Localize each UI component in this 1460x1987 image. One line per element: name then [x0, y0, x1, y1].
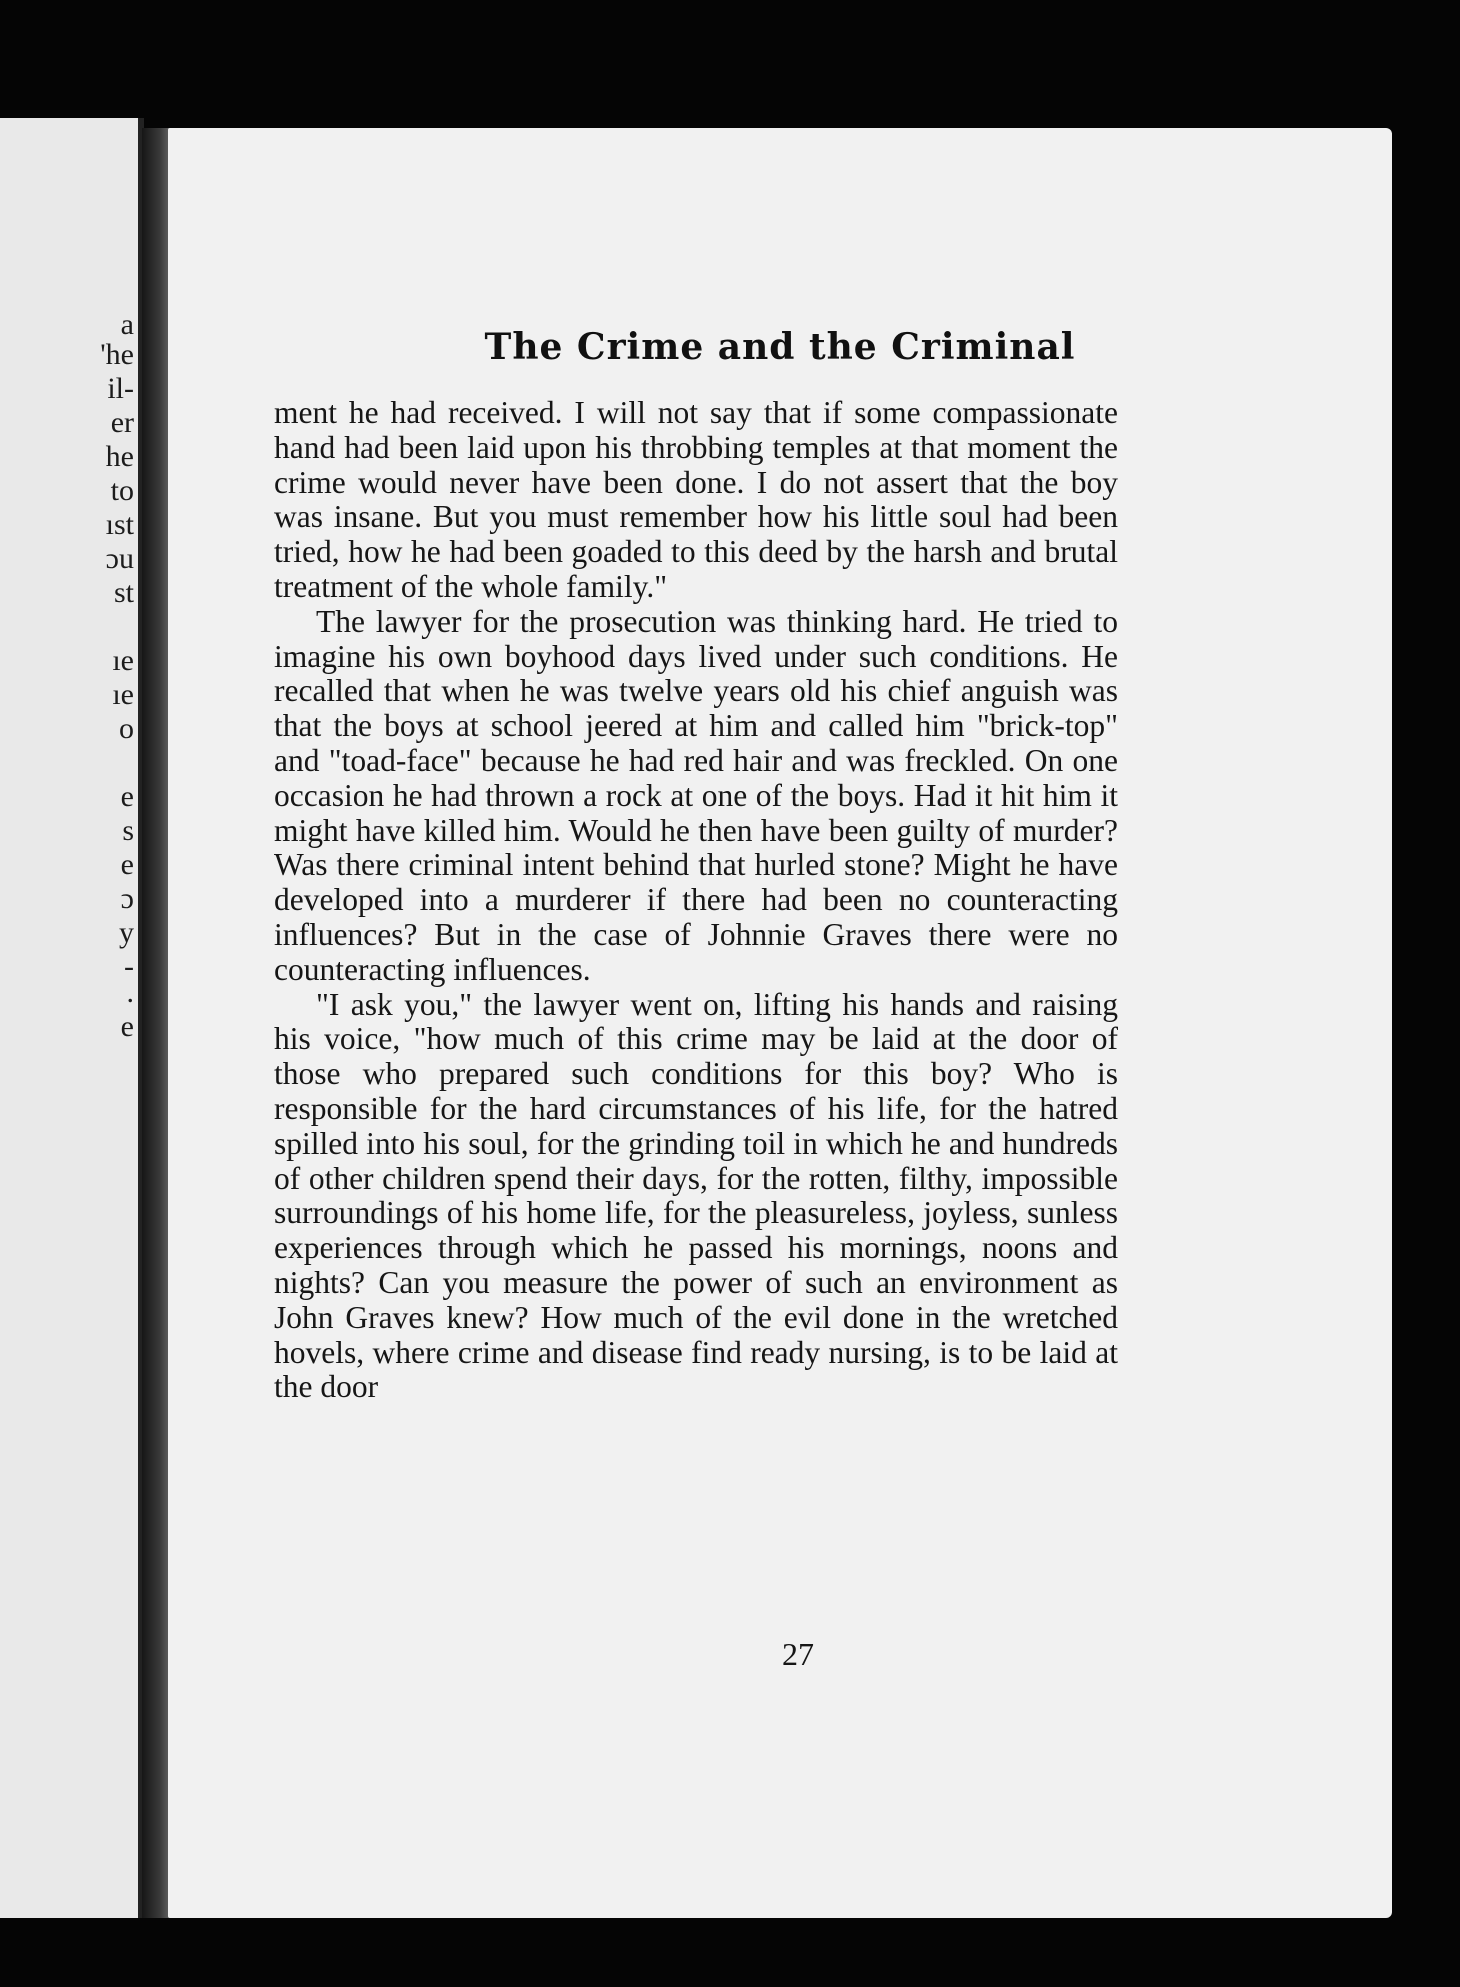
running-head: The Crime and the Criminal	[484, 326, 1076, 368]
left-fragment: o	[119, 712, 134, 745]
left-fragment: to	[110, 474, 134, 507]
left-fragment: ɔ	[120, 882, 134, 915]
left-fragment: s	[122, 814, 134, 847]
left-fragment: ıst	[105, 508, 134, 541]
left-fragment: e	[120, 1010, 134, 1043]
left-fragment: -	[124, 950, 134, 983]
paragraph: The lawyer for the prosecution was thinking hard. He tried to imagine his own boyhood days lived under such conditions. He recalled that when he was twelve years old his chief anguish was that the boys at school jeered at him and called him "brick-top" and "toad-face" because he had red hair and was freckled. On one occasion he had thrown a rock at one of the boys. Had it hit him it might have killed him. Would he then have been guilty of murder? Was there criminal intent behind that hurled stone? Might he have developed into a murderer if there had been no counteracting influences? But in the case of Johnnie Graves there were no counteracting influences.	[274, 603, 1118, 987]
left-fragment: er	[110, 406, 134, 439]
paragraph: ment he had received. I will not say that if some compassionate hand had been laid upon his throbbing temples at that moment the crime would never have been done. I do not assert that the boy was insane. But you must remember how his little soul had been tried, how he had been goaded to this deed by the harsh and brutal treatment of the whole family."	[274, 395, 1118, 604]
left-fragment: il-	[107, 372, 134, 405]
left-fragment: e	[120, 848, 134, 881]
left-fragment: e	[120, 780, 134, 813]
paragraph: "I ask you," the lawyer went on, lifting his hands and raising his voice, "how much of this crime may be laid at the door of those who prepared such conditions for this boy? Who is responsible for the hard circumstances of his life, for the hatred spilled into his soul, for the grinding toil in which he and hundreds of other children spend their days, for the rotten, filthy, impossible surroundings of his home life, for the pleasureless, joyless, sunless experiences through which he passed his mornings, noons and nights? Can you measure the power of such an environment as John Graves knew? How much of the evil done in the wretched hovels, where crime and disease find ready nursing, is to be laid at the door	[274, 986, 1118, 1405]
left-fragment: a	[120, 308, 134, 341]
left-fragment: ɔu	[105, 542, 134, 575]
left-fragment: ıe	[112, 678, 134, 711]
left-fragment: st	[113, 576, 134, 609]
left-fragment: y	[119, 916, 134, 949]
left-fragment: ıe	[112, 644, 134, 677]
page-body	[274, 396, 1118, 1405]
left-fragment: .	[126, 976, 134, 1009]
page-number: 27	[782, 1636, 814, 1672]
previous-page-fragment	[0, 118, 144, 1918]
left-fragment: he	[105, 440, 134, 473]
book-page	[168, 128, 1392, 1918]
left-fragment: 'he	[100, 338, 134, 371]
